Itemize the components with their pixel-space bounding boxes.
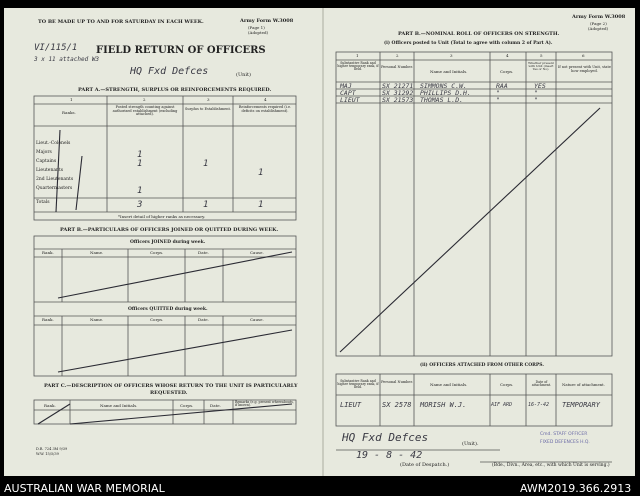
att-corps: AIF ARD [491, 402, 513, 408]
joined-h-date: Date. [198, 250, 209, 255]
footnote: *Insert detail of higher ranks as necessary. [118, 214, 206, 219]
r-h-name: Name and Initials. [430, 69, 468, 74]
r-h-corps: Corps. [500, 69, 514, 74]
right-unit-value: HQ Fxd Defces [342, 431, 429, 444]
col-num-4: 4 [264, 97, 267, 102]
roll-name: SIMMONS C.W. [420, 82, 467, 90]
joined-h-rank: Rank. [42, 250, 54, 255]
surplus-value: 1 [203, 159, 209, 169]
page-label: (Page 1) [248, 25, 265, 30]
roll-corps: " [496, 89, 500, 97]
c-h-rank: Rank. [44, 403, 56, 408]
rank-label: Majors [36, 150, 52, 155]
r-col-num-4: 4 [506, 53, 509, 58]
ref-note-2: 3 x 11 attached W3 [34, 56, 100, 63]
posted-value: 1 [137, 186, 143, 196]
roll-rank: CAPT [340, 89, 356, 97]
posted-value: 1 [137, 159, 143, 169]
r-h-number: Personal Number. [381, 65, 413, 69]
r-h-rank: Substantive Rank and higher temporary rank, if held. [337, 61, 379, 72]
unit-value: HQ Fxd Defces [130, 66, 209, 77]
form-title: FIELD RETURN OF OFFICERS [96, 45, 266, 56]
sub-i-title: (i) Officers posted to Unit (Total to agree with column 2 of Part A). [384, 41, 553, 46]
r-col-num-5: 5 [540, 53, 543, 58]
att-h-number: Personal Number. [381, 380, 413, 384]
part-a-title: PART A.—STRENGTH, SURPLUS OR REINFORCEMENTS REQUIRED. [78, 87, 272, 93]
c-h-name: Name and Initials. [100, 403, 138, 408]
r-col-num-2: 2 [396, 53, 399, 58]
c-h-date: Date. [210, 403, 221, 408]
despatch-label: (Date of Despatch.) [400, 462, 450, 468]
header-surplus: Surplus to Establishment. [185, 107, 232, 111]
att-date: 16-7-42 [528, 402, 550, 408]
r-col-num-3: 3 [450, 53, 453, 58]
header-ranks: Ranks. [62, 110, 76, 115]
joined-h-name: Name. [90, 250, 104, 255]
rank-label: Quartermasters [36, 186, 73, 191]
rank-label: 2nd Lieutenants [36, 177, 74, 182]
part-b-left-title: PART B.—PARTICULARS OF OFFICERS JOINED OR QUITTED DURING WEEK. [60, 227, 279, 233]
stamp-officer: Cmd. STAFF OFFICER [540, 432, 588, 437]
adopted-label: (Adopted) [248, 30, 269, 35]
right-unit-label: (Unit). [462, 441, 479, 447]
location-label: (Bde., Divn., Area, etc., with which Unit is serving.) [492, 463, 610, 468]
rank-label: Lieutenants [36, 168, 64, 173]
quitted-h-corps: Corps. [150, 317, 164, 322]
ref-note: VI/115/1 [34, 43, 78, 53]
roll-number: SX 31292 [382, 89, 414, 97]
archive-footer [0, 478, 640, 496]
quitted-h-cause: Cause. [250, 317, 264, 322]
att-h-nature: Nature of attachment. [562, 382, 605, 387]
header-posted: Posted strength counting against authorized establishment (excluding attached). [112, 105, 178, 116]
reinf-value: 1 [258, 168, 264, 178]
posted-value: 1 [137, 150, 143, 160]
despatch-date-value: 19 - 8 - 42 [356, 450, 423, 461]
att-rank: LIEUT [340, 401, 362, 409]
part-c-title: PART C.—DESCRIPTION OF OFFICERS WHOSE RETURN TO THE UNIT IS PARTICULARLY [44, 383, 298, 389]
r-col-num-6: 6 [582, 53, 585, 58]
roll-name: PHILLIPS D.H. [420, 89, 471, 97]
quitted-h-rank: Rank. [42, 317, 54, 322]
adopted-label-right: (Adopted) [588, 26, 609, 31]
quitted-h-name: Name. [90, 317, 104, 322]
part-b-right-title: PART B.—NOMINAL ROLL OF OFFICERS ON STRENGTH. [398, 31, 560, 37]
col-num-3: 3 [207, 97, 210, 102]
joined-h-corps: Corps. [150, 250, 164, 255]
roll-present: YES [534, 82, 546, 90]
att-h-rank: Substantive Rank and higher temporary rank, if held. [337, 379, 379, 390]
joined-h-cause: Cause. [250, 250, 264, 255]
roll-rank: MAJ [340, 82, 352, 90]
roll-present: " [534, 89, 538, 97]
roll-number: SX 21573 [382, 96, 414, 104]
att-name: MORISH W.J. [420, 401, 467, 409]
rank-label: Captains [36, 159, 57, 164]
page-label-right: (Page 2) [590, 21, 607, 26]
army-form-label-right: Army Form W.3008 [572, 14, 626, 20]
col-num-1: 1 [70, 97, 73, 102]
part-c-title-2: REQUESTED. [150, 390, 188, 396]
roll-rank: LIEUT [340, 96, 360, 104]
rank-label: Lieut.-Colonels [36, 141, 71, 146]
army-form-label: Army Form W.3008 [240, 18, 294, 24]
roll-present: " [534, 96, 538, 104]
footer-accession: AWM2019.366.2913 [520, 482, 632, 495]
c-h-corps: Corps. [180, 403, 194, 408]
r-h-employed: If not present with Unit, state how employed. [558, 65, 611, 73]
roll-number: SX 21271 [382, 82, 414, 90]
sub-ii-title: (ii) OFFICERS ATTACHED FROM OTHER CORPS. [420, 363, 544, 368]
top-note: TO BE MADE UP TO AND FOR SATURDAY IN EACH WEEK. [38, 19, 204, 25]
roll-corps: " [496, 96, 500, 104]
roll-name: THOMAS L.D. [420, 96, 464, 104]
att-h-corps: Corps. [500, 382, 514, 387]
c-h-remarks: Remarks (e.g. present whereabouts, if known). [235, 400, 294, 408]
att-h-date: Date of attachment. [531, 380, 552, 388]
r-h-present: Whether present with Unit (insert Yes or No). [528, 61, 554, 71]
reinf-value: 1 [258, 200, 264, 210]
r-col-num-1: 1 [356, 53, 359, 58]
stamp-hq: FIXED DEFENCES H.Q. [540, 440, 590, 445]
att-nature: TEMPORARY [562, 401, 600, 409]
att-number: SX 2578 [382, 401, 412, 409]
unit-label: (Unit) [236, 72, 251, 78]
footer-institution: AUSTRALIAN WAR MEMORIAL [4, 482, 165, 495]
joined-title: Officers JOINED during week. [130, 240, 206, 245]
att-h-name: Name and Initials. [430, 382, 468, 387]
rank-label: Totals [36, 200, 50, 205]
col-num-2: 2 [143, 97, 146, 102]
posted-value: 3 [137, 200, 143, 210]
print-ref-2: W.W. 15/5/39 [36, 452, 59, 456]
quitted-h-date: Date. [198, 317, 209, 322]
header-reinforcements: Reinforcements required (i.e. deficits on establishment). [238, 105, 292, 113]
surplus-value: 1 [203, 200, 209, 210]
roll-corps: RAA [496, 82, 508, 90]
print-ref-1: D.R. 724 3M 9/39 [36, 447, 68, 451]
quitted-title: Officers QUITTED during week. [128, 307, 208, 312]
